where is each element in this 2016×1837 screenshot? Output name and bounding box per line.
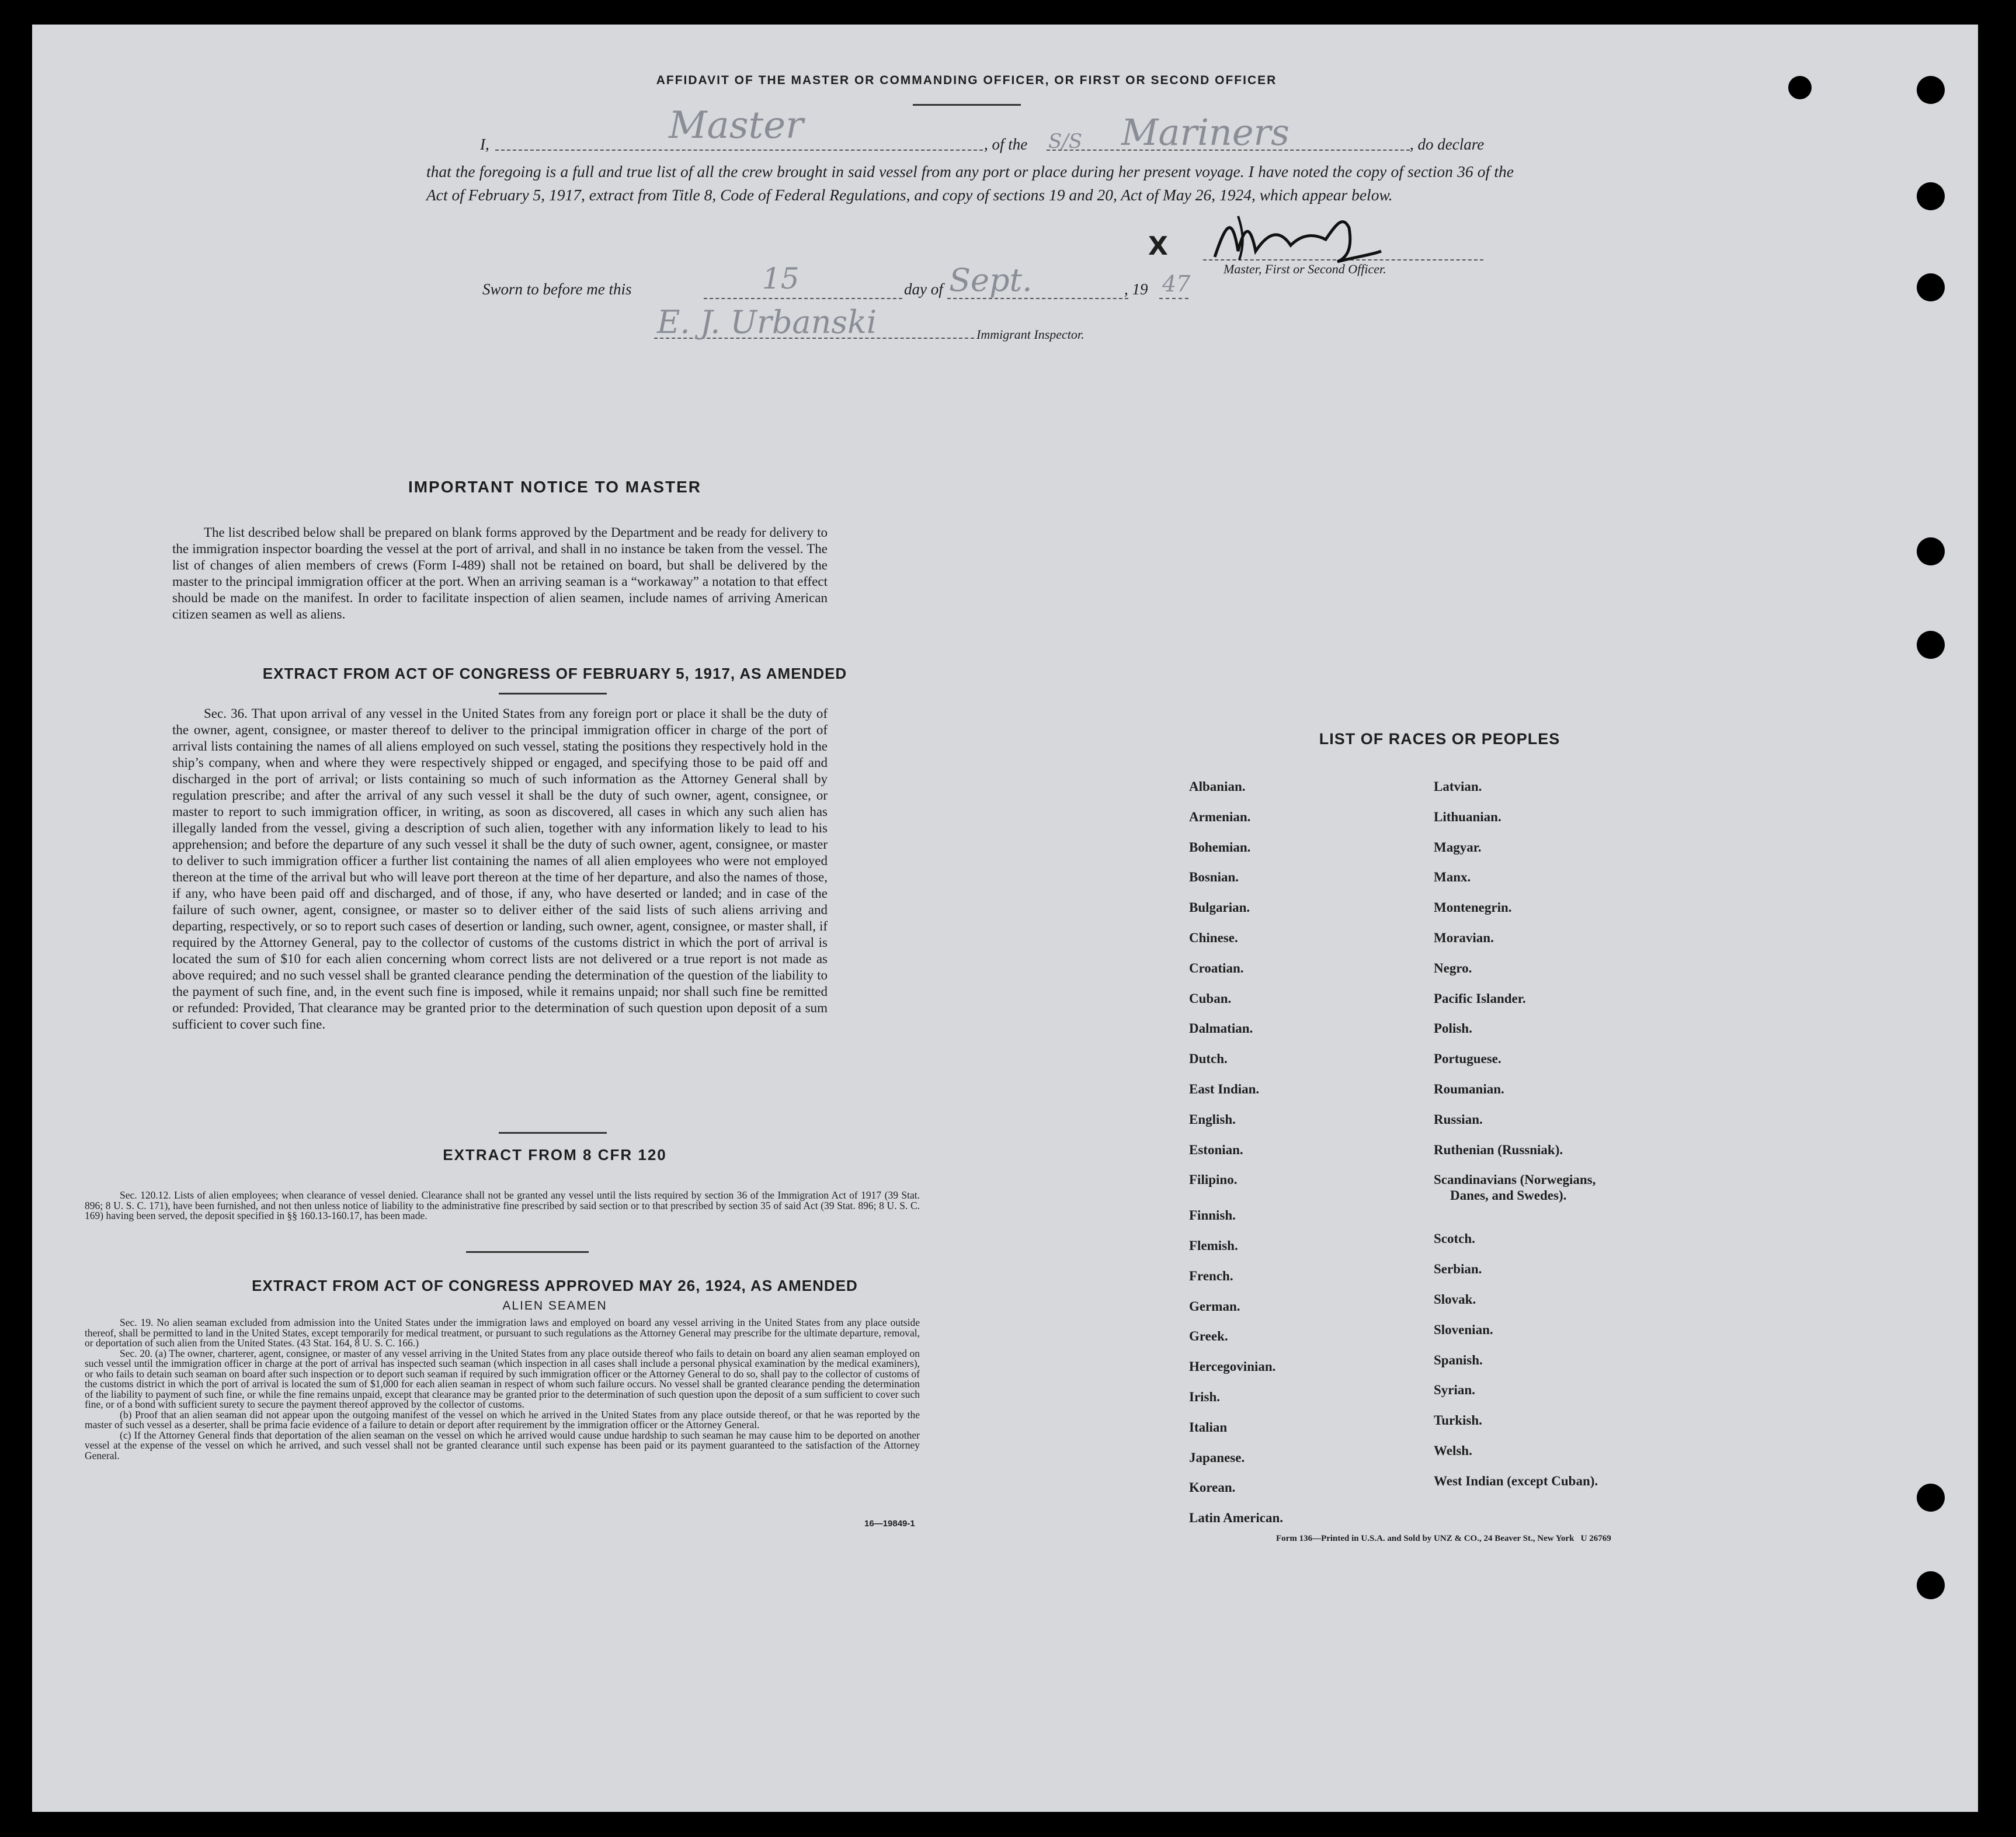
races-title: LIST OF RACES OR PEOPLES	[1319, 730, 1560, 748]
extract-1924-title: EXTRACT FROM ACT OF CONGRESS APPROVED MAY 26, 1924, AS AMENDED	[252, 1277, 858, 1294]
officer-mark: X	[1148, 231, 1168, 261]
race-item: Serbian.	[1434, 1262, 1482, 1277]
race-item: Albanian.	[1189, 779, 1246, 794]
race-item: Hercegovinian.	[1189, 1359, 1276, 1374]
divider	[499, 1132, 607, 1134]
race-item: Slovak.	[1434, 1292, 1476, 1307]
race-item: Polish.	[1434, 1021, 1472, 1036]
sec-20b-text: (b) Proof that an alien seaman did not appear upon the outgoing manifest of the vessel on which he arrived in the United States from any place outside thereof, or that he was reported by the master of such vessel as a deserter, shall be prima facie evidence of a failure to detain or deport after requirement by the immigration officer or the Attorney General.	[85, 1408, 920, 1430]
day-handwritten: 15	[762, 262, 800, 296]
ship-prefix-handwritten: S/S	[1048, 130, 1083, 153]
signature-caption: Master, First or Second Officer.	[1223, 262, 1386, 276]
sec-19-text: Sec. 19. No alien seaman excluded from admission into the United States under the immigration laws and employed on board any vessel arriving in the United States from any place outside thereof, shall be permitted to land in the United States, except temporarily for medical treatment, or pursuant to such regulations as the Attorney General may prescribe for the ultimate departure, removal, or deportation of such alien from the United States. (43 Stat. 164, 8 U. S. C. 166.)	[85, 1317, 920, 1349]
race-item: Latin American.	[1189, 1510, 1283, 1526]
race-item: Chinese.	[1189, 930, 1238, 945]
month-handwritten: Sept.	[949, 262, 1033, 298]
punch-hole	[1788, 76, 1812, 99]
race-item: Slovenian.	[1434, 1322, 1493, 1337]
race-item: Danes, and Swedes).	[1450, 1188, 1567, 1203]
punch-hole	[1917, 537, 1945, 565]
race-item: Roumanian.	[1434, 1082, 1504, 1096]
race-item: Bosnian.	[1189, 870, 1239, 885]
race-item: Cuban.	[1189, 991, 1232, 1006]
race-item: Bohemian.	[1189, 839, 1251, 855]
day-line	[704, 298, 902, 299]
extract-1917-title: EXTRACT FROM ACT OF CONGRESS OF FEBRUARY 5, 1917, AS AMENDED	[262, 665, 847, 682]
race-item: West Indian (except Cuban).	[1434, 1473, 1598, 1488]
divider	[499, 693, 607, 694]
divider	[913, 104, 1021, 106]
race-item: Dalmatian.	[1189, 1021, 1253, 1036]
punch-hole	[1917, 182, 1945, 210]
year-prefix-label: , 19	[1124, 280, 1148, 298]
year-handwritten: 47	[1162, 271, 1191, 297]
cfr-text: Sec. 120.12. Lists of alien employees; when clearance of vessel denied. Clearance shall not be granted any vessel until the lists required by section 36 of the Immigration Act of 1917 (39 Stat. 896; 8 U. S. C. 171), have been furnished, and not then unless notice of liability to the administrative fine prescribed by said section or to that prescribed by section 35 of said Act (39 Stat. 896; 8 U. S. C. 169) having been served, the deposit specified in §§ 160.13-160.17, has been made.	[85, 1189, 920, 1221]
officer-signature	[1203, 210, 1384, 269]
cfr-title: EXTRACT FROM 8 CFR 120	[443, 1146, 667, 1164]
race-item: Portuguese.	[1434, 1051, 1501, 1067]
race-item: German.	[1189, 1298, 1240, 1314]
race-item: Scotch.	[1434, 1231, 1475, 1246]
ship-name-handwritten: Mariners	[1121, 111, 1289, 154]
affidavit-i-label: I,	[480, 136, 489, 153]
race-item: Moravian.	[1434, 930, 1494, 945]
race-item: French.	[1189, 1268, 1233, 1283]
race-item: Magyar.	[1434, 839, 1482, 855]
extract-1924-body	[85, 1318, 920, 1461]
race-item: Filipino.	[1189, 1172, 1238, 1187]
race-item: Syrian.	[1434, 1383, 1475, 1398]
race-item: Latvian.	[1434, 779, 1482, 794]
race-item: East Indian.	[1189, 1082, 1260, 1096]
race-item: Japanese.	[1189, 1450, 1245, 1465]
race-item: Manx.	[1434, 870, 1471, 885]
race-item: Finnish.	[1189, 1208, 1236, 1223]
extract-1917-text: Sec. 36. That upon arrival of any vessel in the United States from any foreign port or place it shall be the duty of the owner, agent, consignee, or master thereof to deliver to the principal immigration officer in charge of the port of arrival lists containing the names of all aliens employed on such vessel, stating the positions they respectively hold in the ship’s company, when and where they were respectively shipped or engaged, and specifying those to be paid off and discharged in the port of arrival; or lists containing so much of such information as the Attorney General shall by regulation prescribe; and after the arrival of any such vessel it shall be the duty of such owner, agent, consignee, or master to report to such immigration officer, in writing, as soon as discovered, all cases in which any such alien has illegally landed from the vessel, giving a description of such alien, together with any information likely to lead to his apprehension; and before the departure of any such vessel it shall be the duty of such owner, agent, consignee, or master to deliver to such immigration officer a further list containing the names of all alien employees who were not employed thereon at the time of the arrival but who will leave port thereon at the time of her departure, and also the names of those, if any, who have been paid off and discharged, and of those, if any, who have deserted or landed; and in case of the failure of such owner, agent, consignee, or master so to deliver either of the said lists of such aliens arriving and departing, respectively, or so to report such cases of desertion or landing, such owner, agent, consignee, or master shall, if required by the Attorney General, pay to the collector of customs of the customs district in which the port of arrival is located the sum of $10 for each alien concerning whom correct lists are not delivered or a true report is not made as above required; and no such vessel shall be granted clearance pending the determination of the question of the liability to the payment of such fine, and, in the event such fine is imposed, while it remains unpaid; nor shall such fine be remitted or refunded: Provided, That clearance may be granted prior to the determination of such question upon deposit of a sum sufficient to cover such fine.	[172, 706, 828, 1032]
master-name-handwritten: Master	[669, 104, 804, 147]
extract-1924-subtitle: ALIEN SEAMEN	[502, 1299, 607, 1312]
race-item: English.	[1189, 1112, 1236, 1127]
punch-hole	[1917, 76, 1945, 104]
notice-text: The list described below shall be prepared on blank forms approved by the Department and be ready for delivery to the immigration inspector boarding the vessel at the port of arrival, and shall in no instance be taken from the vessel. The list of changes of alien members of crews (Form I-489) shall not be retained on board, but shall be delivered by the master to the principal immigration officer at the port. When an arriving seaman is a “workaway” a notation to that effect should be made on the manifest. In order to facilitate inspection of alien seamen, include names of arriving American citizen seamen as well as aliens.	[172, 525, 828, 621]
race-item: Irish.	[1189, 1390, 1221, 1404]
inspector-caption: Immigrant Inspector.	[976, 327, 1085, 342]
race-item: Welsh.	[1434, 1443, 1472, 1458]
race-item: Italian	[1189, 1419, 1228, 1435]
year-line	[1159, 298, 1188, 299]
race-item: Armenian.	[1189, 809, 1251, 824]
sworn-label: Sworn to before me this	[482, 280, 632, 298]
punch-hole	[1917, 1484, 1945, 1512]
master-name-line	[495, 150, 983, 151]
do-declare-label: , do declare	[1410, 136, 1485, 153]
divider	[466, 1251, 589, 1253]
sec-20a-text: Sec. 20. (a) The owner, charterer, agent, consignee, or master of any vessel arriving in the United States from any place outside thereof who fails to detain on board any alien seaman employed on such vessel until the immigration officer in charge at the port of arrival has inspected such seaman (which inspection in all cases shall include a personal physical examination by the medical examiners), or who fails to detain such seaman on board after such inspection or to deport such seaman if required by such immigration officer or the Attorney General to do so, shall pay to the collector of customs of the customs district in which the port of arrival is located the sum of $1,000 for each alien seaman in respect of whom such failure occurs. No vessel shall be granted clearance pending the determination of the liability to payment of such fine, or while the fine remains unpaid, except that clearance may be granted prior to the determination of such question upon the deposit of a sum sufficient to cover such fine, or of a bond with sufficient surety to secure the payment thereof approved by the collector of customs.	[85, 1347, 920, 1410]
race-item: Croatian.	[1189, 960, 1244, 975]
race-item: Pacific Islander.	[1434, 991, 1526, 1006]
of-the-label: , of the	[984, 136, 1028, 153]
race-item: Dutch.	[1189, 1051, 1228, 1067]
race-item: Estonian.	[1189, 1142, 1243, 1157]
punch-hole	[1917, 273, 1945, 301]
punch-hole	[1917, 1571, 1945, 1599]
notice-title: IMPORTANT NOTICE TO MASTER	[408, 478, 702, 496]
day-of-label: day of	[904, 280, 943, 298]
race-item: Negro.	[1434, 960, 1472, 975]
punch-hole	[1917, 631, 1945, 659]
race-item: Lithuanian.	[1434, 809, 1501, 824]
race-item: Turkish.	[1434, 1413, 1482, 1428]
inspector-handwritten: E. J. Urbanski	[657, 304, 877, 341]
race-item: Flemish.	[1189, 1238, 1238, 1253]
affidavit-title: AFFIDAVIT OF THE MASTER OR COMMANDING OFFICER, OR FIRST OR SECOND OFFICER	[656, 74, 1277, 87]
race-item: Scandinavians (Norwegians,	[1434, 1172, 1596, 1187]
sec-20c-text: (c) If the Attorney General finds that deportation of the alien seaman on the vessel on which he arrived would cause undue hardship to such seaman he may cause him to be deported on another vessel at the expense of the vessel on which he arrived, and such vessel shall not be granted clearance until such expense has been paid or its payment guaranteed to the satisfaction of the Attorney General.	[85, 1429, 920, 1461]
declaration-text: that the foregoing is a full and true list of all the crew brought in said vessel from any port or place during her present voyage. I have noted the copy of section 36 of the Act of February 5, 1917, extract from Title 8, Code of Federal Regulations, and copy of sections 19 and 20, Act of May 26, 1924, which appear below.	[426, 162, 1514, 204]
race-item: Korean.	[1189, 1480, 1236, 1495]
race-item: Bulgarian.	[1189, 900, 1250, 915]
printer-footer: Form 136—Printed in U.S.A. and Sold by UNZ & CO., 24 Beaver St., New York U 26769	[1276, 1534, 1611, 1543]
race-item: Russian.	[1434, 1112, 1483, 1127]
form-code: 16—19849-1	[864, 1519, 915, 1529]
race-item: Spanish.	[1434, 1352, 1483, 1367]
race-item: Montenegrin.	[1434, 900, 1512, 915]
race-item: Greek.	[1189, 1329, 1228, 1344]
race-item: Ruthenian (Russniak).	[1434, 1142, 1563, 1157]
